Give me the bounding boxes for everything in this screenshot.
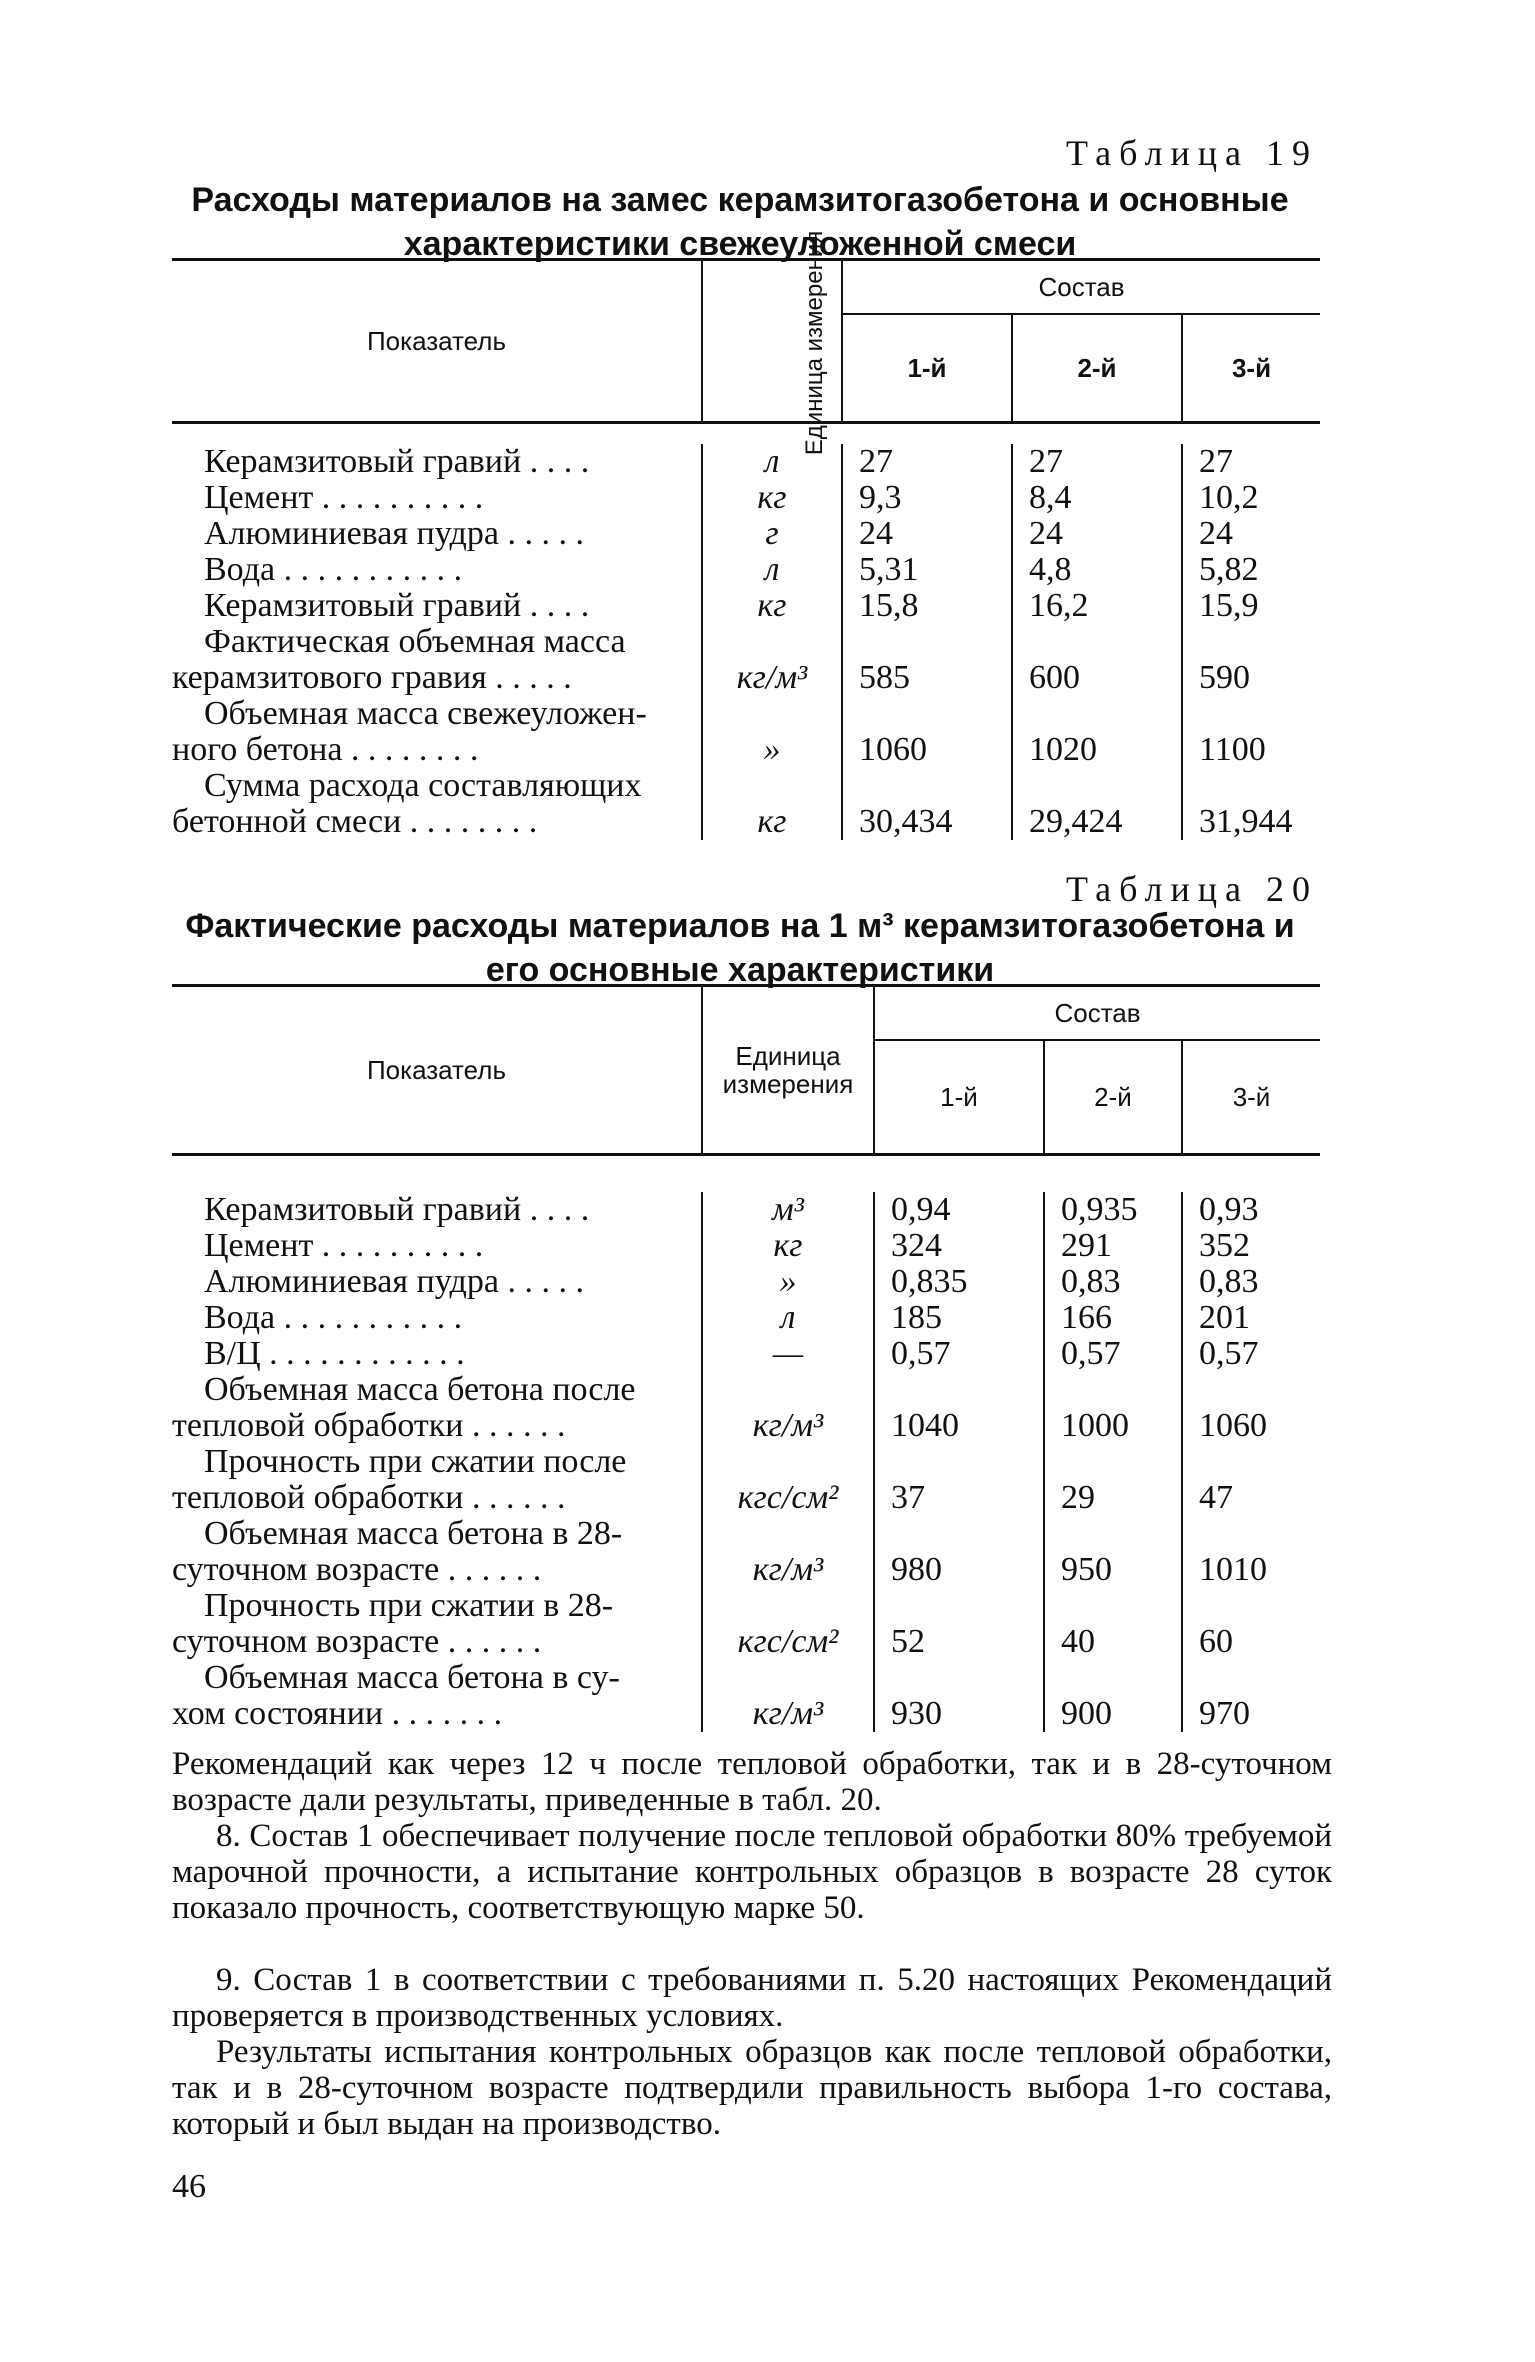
row-unit: кг/м³ <box>702 624 842 696</box>
row-value-c1: 930 <box>874 1660 1044 1732</box>
row-value-c3: 590 <box>1182 624 1320 696</box>
row-unit: л <box>702 552 842 588</box>
row-value-c3: 0,83 <box>1182 1264 1320 1300</box>
row-value-c1: 30,434 <box>842 768 1012 840</box>
row-indicator-line2: керамзитового гравия . . . . . <box>172 659 572 696</box>
table-19-header-c3: 3-й <box>1182 314 1320 423</box>
row-value-c2: 4,8 <box>1012 552 1182 588</box>
row-unit: кг <box>702 768 842 840</box>
row-value-c2: 291 <box>1044 1228 1182 1264</box>
row-unit: кг <box>702 480 842 516</box>
row-indicator-line1: Фактическая объемная масса <box>204 623 626 660</box>
row-value-c1: 0,57 <box>874 1336 1044 1372</box>
row-value-c1: 980 <box>874 1516 1044 1588</box>
row-indicator-line1: Сумма расхода составляющих <box>204 767 642 804</box>
row-value-c2: 29,424 <box>1012 768 1182 840</box>
table-row <box>172 768 1320 840</box>
row-indicator <box>172 1444 702 1516</box>
row-indicator <box>172 768 702 840</box>
table-19-header-composition: Состав <box>842 260 1320 315</box>
row-value-c2: 0,935 <box>1044 1192 1182 1228</box>
row-value-c1: 9,3 <box>842 480 1012 516</box>
row-indicator: Алюминиевая пудра . . . . . <box>204 515 584 552</box>
row-value-c1: 0,94 <box>874 1192 1044 1228</box>
row-value-c2: 16,2 <box>1012 588 1182 624</box>
row-unit: кгс/см² <box>702 1444 874 1516</box>
table-20 <box>172 984 1320 1732</box>
table-19-header-c1: 1-й <box>842 314 1012 423</box>
row-value-c3: 47 <box>1182 1444 1320 1516</box>
row-value-c3: 0,93 <box>1182 1192 1320 1228</box>
row-value-c2: 27 <box>1012 444 1182 480</box>
table-row <box>172 1336 1320 1372</box>
row-value-c3: 970 <box>1182 1660 1320 1732</box>
row-indicator-line2: ного бетона . . . . . . . . <box>172 731 479 768</box>
row-indicator-line2: суточном возрасте . . . . . . <box>172 1623 542 1660</box>
row-value-c1: 27 <box>842 444 1012 480</box>
row-indicator <box>172 1588 702 1660</box>
table-row <box>172 1264 1320 1300</box>
row-unit: кгс/см² <box>702 1588 874 1660</box>
row-value-c2: 950 <box>1044 1516 1182 1588</box>
table-row <box>172 444 1320 480</box>
row-value-c3: 5,82 <box>1182 552 1320 588</box>
table-19-label: Таблица 19 <box>1066 133 1318 173</box>
row-indicator-line1: Объемная масса свежеуложен- <box>204 695 647 732</box>
row-unit: л <box>702 444 842 480</box>
row-indicator: В/Ц . . . . . . . . . . . . <box>204 1335 465 1372</box>
row-indicator: Цемент . . . . . . . . . . <box>204 1227 484 1264</box>
row-indicator: Цемент . . . . . . . . . . <box>204 479 484 516</box>
row-value-c1: 1060 <box>842 696 1012 768</box>
row-indicator <box>172 624 702 696</box>
row-indicator <box>172 1372 702 1444</box>
row-unit: кг/м³ <box>702 1516 874 1588</box>
row-unit: » <box>702 1264 874 1300</box>
row-value-c3: 1100 <box>1182 696 1320 768</box>
row-value-c1: 5,31 <box>842 552 1012 588</box>
row-indicator-line1: Объемная масса бетона в 28- <box>204 1515 623 1552</box>
row-value-c2: 8,4 <box>1012 480 1182 516</box>
table-row <box>172 1228 1320 1264</box>
row-value-c1: 37 <box>874 1444 1044 1516</box>
table-19-header-unit-text: Единица измерения <box>801 230 829 455</box>
table-row <box>172 1372 1320 1444</box>
table-19-header-indicator: Показатель <box>172 260 702 423</box>
row-indicator-line2: тепловой обработки . . . . . . <box>172 1479 566 1516</box>
row-value-c3: 27 <box>1182 444 1320 480</box>
table-row <box>172 552 1320 588</box>
row-value-c3: 352 <box>1182 1228 1320 1264</box>
row-indicator: Керамзитовый гравий . . . . <box>204 1191 590 1228</box>
row-indicator-line1: Объемная масса бетона после <box>204 1371 636 1408</box>
row-value-c2: 24 <box>1012 516 1182 552</box>
paragraph-2: 8. Состав 1 обеспечивает получение после тепловой обработки 80% требуемой марочной прочности, а испытание контрольных образцов в возрасте 28 суток показало прочность, соответствующую марке 50. <box>172 1818 1332 1926</box>
row-indicator: Вода . . . . . . . . . . . <box>204 1299 463 1336</box>
row-unit: кг <box>702 1228 874 1264</box>
row-unit: м³ <box>702 1192 874 1228</box>
paragraph-3: 9. Состав 1 в соответствии с требованиями п. 5.20 настоящих Рекомендаций проверяется в производственных условиях. <box>172 1962 1332 2034</box>
row-indicator-line2: суточном возрасте . . . . . . <box>172 1551 542 1588</box>
row-value-c2: 1020 <box>1012 696 1182 768</box>
table-20-title: Фактические расходы материалов на 1 м³ керамзитогазобетона и его основные характеристики <box>185 907 1295 989</box>
row-value-c2: 600 <box>1012 624 1182 696</box>
row-unit: кг <box>702 588 842 624</box>
table-20-header-composition: Состав <box>874 986 1320 1041</box>
table-row <box>172 1660 1320 1732</box>
table-row <box>172 1516 1320 1588</box>
row-unit: кг/м³ <box>702 1660 874 1732</box>
row-value-c2: 0,57 <box>1044 1336 1182 1372</box>
row-unit: кг/м³ <box>702 1372 874 1444</box>
table-row <box>172 1300 1320 1336</box>
paragraph-1: Рекомендаций как через 12 ч после тепловой обработки, так и в 28-суточном возрасте дали результаты, приведенные в табл. 20. <box>172 1746 1332 1818</box>
row-value-c1: 52 <box>874 1588 1044 1660</box>
row-value-c2: 166 <box>1044 1300 1182 1336</box>
row-indicator: Керамзитовый гравий . . . . <box>204 443 590 480</box>
table-row <box>172 1192 1320 1228</box>
table-row <box>172 588 1320 624</box>
table-19-header-c2: 2-й <box>1012 314 1182 423</box>
table-row <box>172 696 1320 768</box>
row-value-c2: 900 <box>1044 1660 1182 1732</box>
row-indicator: Керамзитовый гравий . . . . <box>204 587 590 624</box>
row-unit: » <box>702 696 842 768</box>
row-indicator <box>172 696 702 768</box>
table-20-header-unit: Единица измерения <box>702 986 874 1155</box>
table-row <box>172 516 1320 552</box>
table-20-header-indicator: Показатель <box>172 986 702 1155</box>
row-value-c3: 24 <box>1182 516 1320 552</box>
row-value-c1: 185 <box>874 1300 1044 1336</box>
row-value-c1: 15,8 <box>842 588 1012 624</box>
row-value-c2: 40 <box>1044 1588 1182 1660</box>
table-20-header-c2: 2-й <box>1044 1040 1182 1155</box>
row-value-c1: 585 <box>842 624 1012 696</box>
row-value-c1: 24 <box>842 516 1012 552</box>
row-value-c3: 201 <box>1182 1300 1320 1336</box>
row-unit: — <box>702 1336 874 1372</box>
row-value-c3: 31,944 <box>1182 768 1320 840</box>
row-value-c1: 1040 <box>874 1372 1044 1444</box>
row-indicator <box>172 1516 702 1588</box>
row-indicator: Алюминиевая пудра . . . . . <box>204 1263 584 1300</box>
row-value-c2: 29 <box>1044 1444 1182 1516</box>
table-row <box>172 624 1320 696</box>
table-19-header-unit <box>702 230 842 455</box>
page-number: 46 <box>172 2168 206 2205</box>
row-indicator-line2: тепловой обработки . . . . . . <box>172 1407 566 1444</box>
row-indicator-line1: Прочность при сжатии после <box>204 1443 627 1480</box>
table-20-label: Таблица 20 <box>1066 869 1318 909</box>
row-value-c3: 1010 <box>1182 1516 1320 1588</box>
row-indicator-line1: Прочность при сжатии в 28- <box>204 1587 614 1624</box>
row-unit: л <box>702 1300 874 1336</box>
table-20-header-c1: 1-й <box>874 1040 1044 1155</box>
row-value-c3: 60 <box>1182 1588 1320 1660</box>
table-19 <box>172 230 1320 840</box>
row-indicator-line2: хом состоянии . . . . . . . <box>172 1695 503 1732</box>
paragraph-4: Результаты испытания контрольных образцов как после тепловой обработки, так и в 28-суточном возрасте подтвердили правильность выбора 1-го состава, который и был выдан на производство. <box>172 2034 1332 2142</box>
table-19-title: Расходы материалов на замес керамзитогазобетона и основные характеристики свежеуложенной смеси <box>191 181 1289 263</box>
row-value-c2: 0,83 <box>1044 1264 1182 1300</box>
row-indicator: Вода . . . . . . . . . . . <box>204 551 463 588</box>
table-row <box>172 1444 1320 1516</box>
row-value-c3: 15,9 <box>1182 588 1320 624</box>
row-value-c2: 1000 <box>1044 1372 1182 1444</box>
row-value-c3: 0,57 <box>1182 1336 1320 1372</box>
row-value-c1: 0,835 <box>874 1264 1044 1300</box>
row-indicator-line1: Объемная масса бетона в су- <box>204 1659 620 1696</box>
row-value-c3: 1060 <box>1182 1372 1320 1444</box>
table-20-header-c3: 3-й <box>1182 1040 1320 1155</box>
row-indicator-line2: бетонной смеси . . . . . . . . <box>172 803 538 840</box>
table-row <box>172 1588 1320 1660</box>
row-unit: г <box>702 516 842 552</box>
row-value-c1: 324 <box>874 1228 1044 1264</box>
row-value-c3: 10,2 <box>1182 480 1320 516</box>
row-indicator <box>172 1660 702 1732</box>
table-row <box>172 480 1320 516</box>
